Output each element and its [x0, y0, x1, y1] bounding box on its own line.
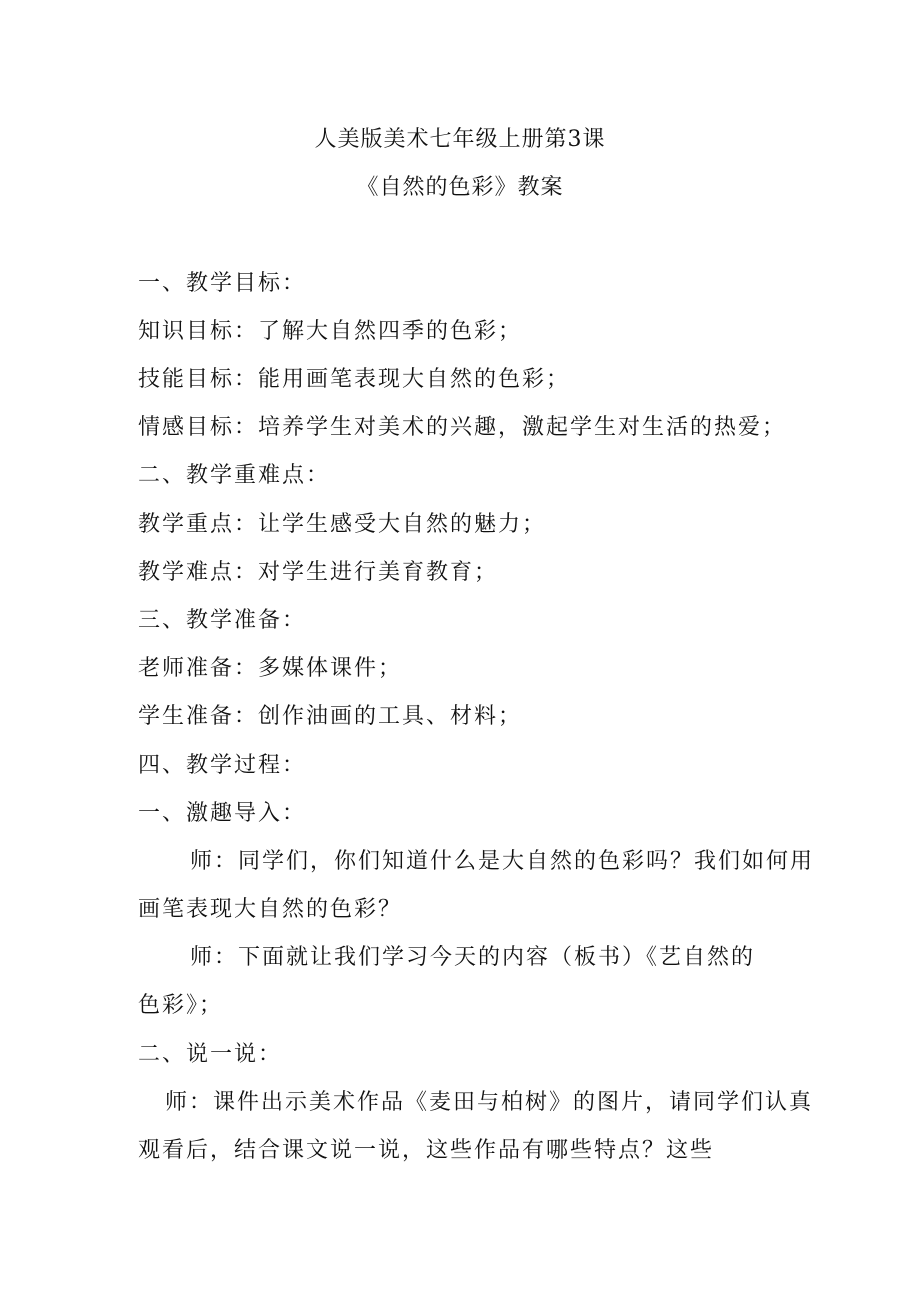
document-title-line1: 人美版美术七年级上册第3课 — [314, 127, 606, 152]
text-teacher-introduction-cont: 色彩》； — [138, 993, 224, 1018]
document-title-line2: 《自然的色彩》教案 — [356, 175, 564, 200]
text-teacher-show-artwork: 师：课件出示美术作品《麦田与柏树》的图片，请同学们认真 — [165, 1090, 814, 1115]
text-teacher-preparation: 老师准备：多媒体课件； — [138, 656, 403, 681]
text-knowledge-goal: 知识目标：了解大自然四季的色彩； — [138, 319, 523, 344]
text-difficult-point: 教学难点：对学生进行美育教育； — [138, 560, 499, 585]
text-teacher-question-1: 师：同学们，你们知道什么是大自然的色彩吗？我们如何用 — [190, 849, 815, 874]
heading-key-difficult-points: 二、教学重难点： — [138, 463, 331, 488]
text-teacher-question-1-cont: 画笔表现大自然的色彩？ — [138, 897, 403, 922]
text-student-preparation: 学生准备：创作油画的工具、材料； — [138, 704, 523, 729]
text-teacher-introduction: 师：下面就让我们学习今天的内容（板书）《艺自然的 — [190, 945, 756, 970]
text-teacher-show-artwork-cont: 观看后，结合课文说一说，这些作品有哪些特点？这些 — [138, 1138, 715, 1163]
heading-teaching-process: 四、教学过程： — [138, 753, 307, 778]
heading-interest-introduction: 一、激趣导入： — [138, 801, 307, 826]
heading-teaching-goals: 一、教学目标： — [138, 271, 307, 296]
heading-teaching-preparation: 三、教学准备： — [138, 608, 307, 633]
text-skill-goal: 技能目标：能用画笔表现大自然的色彩； — [138, 367, 571, 392]
heading-say-it: 二、说一说： — [138, 1042, 283, 1067]
text-key-point: 教学重点：让学生感受大自然的魅力； — [138, 512, 547, 537]
text-emotion-goal: 情感目标：培养学生对美术的兴趣，激起学生对生活的热爱； — [138, 415, 787, 440]
